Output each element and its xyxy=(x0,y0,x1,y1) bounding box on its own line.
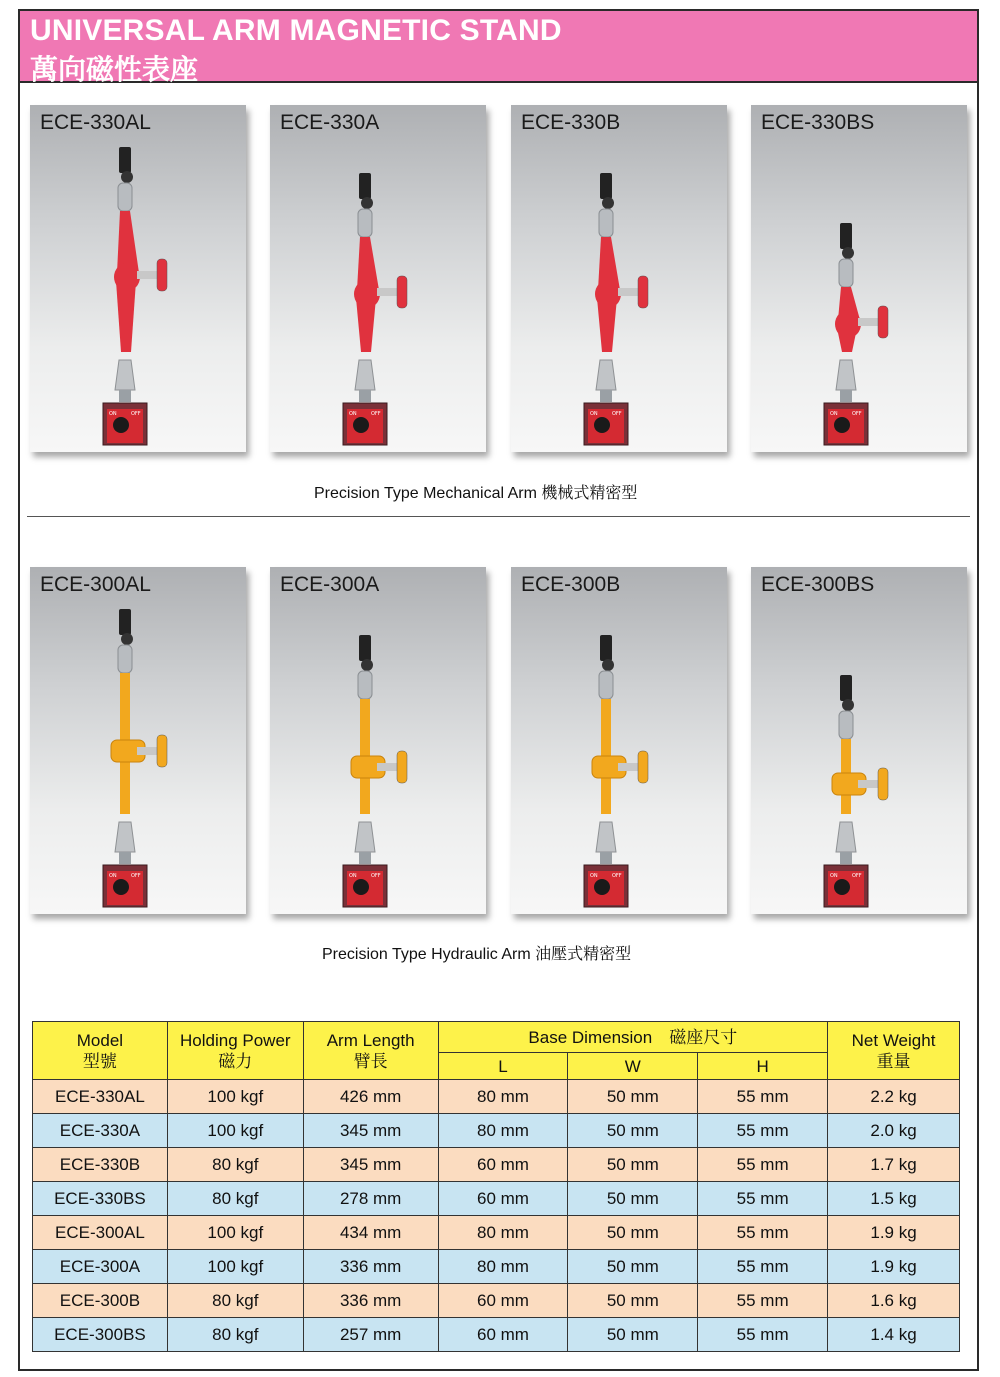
table-row xyxy=(33,1080,960,1114)
cell-model: ECE-330AL xyxy=(33,1080,168,1114)
cell-base-l: 60 mm xyxy=(438,1318,568,1352)
page-title-chinese: 萬向磁性表座 xyxy=(30,54,199,85)
product-model-label: ECE-330BS xyxy=(761,111,875,134)
product-card-ece-300al xyxy=(30,567,246,914)
column-header-h: H xyxy=(698,1053,828,1080)
cell-arm-length: 434 mm xyxy=(303,1216,438,1250)
magnetic-stand-illustration xyxy=(270,567,486,914)
magnetic-stand-illustration xyxy=(751,567,967,914)
product-model-label: ECE-330B xyxy=(521,111,621,134)
table-row xyxy=(33,1148,960,1182)
table-row xyxy=(33,1284,960,1318)
header-arm-length-en: Arm Length xyxy=(326,1030,415,1050)
product-card-ece-300a xyxy=(270,567,486,914)
svg-text:ON: ON xyxy=(590,411,598,417)
column-header-net-weight xyxy=(828,1022,960,1080)
magnetic-stand-illustration xyxy=(30,567,246,914)
product-card-ece-330al xyxy=(30,105,246,452)
header-holding-power-en: Holding Power xyxy=(180,1030,291,1050)
column-header-arm-length xyxy=(303,1022,438,1080)
cell-model: ECE-300A xyxy=(33,1250,168,1284)
cell-base-l: 60 mm xyxy=(438,1284,568,1318)
column-header-model xyxy=(33,1022,168,1080)
mechanical-arm-caption: Precision Type Mechanical Arm 機械式精密型 xyxy=(314,485,638,502)
product-model-label: ECE-300A xyxy=(280,573,380,596)
cell-holding-power: 80 kgf xyxy=(167,1148,303,1182)
svg-text:OFF: OFF xyxy=(852,411,862,417)
cell-net-weight: 2.2 kg xyxy=(828,1080,960,1114)
svg-text:ON: ON xyxy=(349,873,357,879)
cell-base-w: 50 mm xyxy=(568,1182,698,1216)
svg-text:OFF: OFF xyxy=(852,873,862,879)
cell-holding-power: 80 kgf xyxy=(167,1182,303,1216)
section-divider xyxy=(27,516,970,517)
hydraulic-arm-caption: Precision Type Hydraulic Arm 油壓式精密型 xyxy=(322,946,632,963)
svg-text:OFF: OFF xyxy=(131,411,141,417)
product-card-ece-330b xyxy=(511,105,727,452)
product-model-label: ECE-300B xyxy=(521,573,621,596)
magnetic-stand-illustration xyxy=(511,567,727,914)
header-model-zh: 型號 xyxy=(82,1051,117,1071)
header-arm-length-zh: 臂長 xyxy=(353,1051,388,1071)
cell-net-weight: 1.4 kg xyxy=(828,1318,960,1352)
svg-text:ON: ON xyxy=(109,873,117,879)
cell-net-weight: 1.5 kg xyxy=(828,1182,960,1216)
cell-base-l: 60 mm xyxy=(438,1182,568,1216)
cell-model: ECE-330B xyxy=(33,1148,168,1182)
table-row xyxy=(33,1216,960,1250)
svg-text:OFF: OFF xyxy=(612,873,622,879)
cell-holding-power: 100 kgf xyxy=(167,1114,303,1148)
cell-arm-length: 336 mm xyxy=(303,1250,438,1284)
cell-model: ECE-300BS xyxy=(33,1318,168,1352)
cell-arm-length: 426 mm xyxy=(303,1080,438,1114)
header-model-en: Model xyxy=(76,1030,124,1050)
cell-base-h: 55 mm xyxy=(698,1080,828,1114)
product-card-ece-300b xyxy=(511,567,727,914)
cell-holding-power: 100 kgf xyxy=(167,1216,303,1250)
cell-model: ECE-330BS xyxy=(33,1182,168,1216)
cell-model: ECE-330A xyxy=(33,1114,168,1148)
page-header xyxy=(20,11,977,83)
table-row xyxy=(33,1182,960,1216)
cell-base-h: 55 mm xyxy=(698,1182,828,1216)
cell-net-weight: 1.9 kg xyxy=(828,1250,960,1284)
page-title: UNIVERSAL ARM MAGNETIC STAND xyxy=(30,14,562,47)
product-model-label: ECE-300AL xyxy=(40,573,151,596)
cell-holding-power: 100 kgf xyxy=(167,1080,303,1114)
product-model-label: ECE-300BS xyxy=(761,573,875,596)
column-header-w: W xyxy=(568,1053,698,1080)
svg-text:OFF: OFF xyxy=(371,411,381,417)
cell-base-w: 50 mm xyxy=(568,1318,698,1352)
product-model-label: ECE-330A xyxy=(280,111,380,134)
cell-base-w: 50 mm xyxy=(568,1284,698,1318)
cell-base-l: 80 mm xyxy=(438,1216,568,1250)
cell-net-weight: 1.6 kg xyxy=(828,1284,960,1318)
cell-arm-length: 336 mm xyxy=(303,1284,438,1318)
magnetic-stand-illustration xyxy=(30,105,246,452)
product-card-ece-300bs xyxy=(751,567,967,914)
svg-text:ON: ON xyxy=(590,873,598,879)
table-row xyxy=(33,1318,960,1352)
header-holding-power-zh: 磁力 xyxy=(218,1051,253,1071)
table-row xyxy=(33,1250,960,1284)
cell-base-h: 55 mm xyxy=(698,1114,828,1148)
cell-base-l: 80 mm xyxy=(438,1114,568,1148)
cell-arm-length: 345 mm xyxy=(303,1114,438,1148)
cell-base-w: 50 mm xyxy=(568,1080,698,1114)
column-header-l: L xyxy=(438,1053,568,1080)
cell-holding-power: 80 kgf xyxy=(167,1318,303,1352)
cell-base-h: 55 mm xyxy=(698,1148,828,1182)
cell-net-weight: 2.0 kg xyxy=(828,1114,960,1148)
column-header-holding-power xyxy=(167,1022,303,1080)
column-header-base-dimension: Base Dimension 磁座尺寸 xyxy=(438,1022,827,1053)
cell-base-h: 55 mm xyxy=(698,1284,828,1318)
cell-arm-length: 345 mm xyxy=(303,1148,438,1182)
cell-base-l: 80 mm xyxy=(438,1250,568,1284)
svg-text:OFF: OFF xyxy=(371,873,381,879)
cell-holding-power: 100 kgf xyxy=(167,1250,303,1284)
cell-holding-power: 80 kgf xyxy=(167,1284,303,1318)
product-model-label: ECE-330AL xyxy=(40,111,151,134)
specification-table xyxy=(32,1021,960,1352)
cell-base-h: 55 mm xyxy=(698,1250,828,1284)
svg-text:ON: ON xyxy=(830,411,838,417)
magnetic-stand-illustration xyxy=(751,105,967,452)
magnetic-stand-illustration xyxy=(511,105,727,452)
header-net-weight-en: Net Weight xyxy=(851,1030,936,1050)
cell-net-weight: 1.9 kg xyxy=(828,1216,960,1250)
cell-base-w: 50 mm xyxy=(568,1250,698,1284)
product-card-ece-330bs xyxy=(751,105,967,452)
cell-arm-length: 257 mm xyxy=(303,1318,438,1352)
svg-text:ON: ON xyxy=(349,411,357,417)
cell-base-w: 50 mm xyxy=(568,1148,698,1182)
cell-base-w: 50 mm xyxy=(568,1216,698,1250)
cell-arm-length: 278 mm xyxy=(303,1182,438,1216)
cell-base-l: 80 mm xyxy=(438,1080,568,1114)
cell-base-l: 60 mm xyxy=(438,1148,568,1182)
cell-model: ECE-300AL xyxy=(33,1216,168,1250)
svg-text:OFF: OFF xyxy=(612,411,622,417)
svg-text:ON: ON xyxy=(830,873,838,879)
magnetic-stand-illustration xyxy=(270,105,486,452)
cell-net-weight: 1.7 kg xyxy=(828,1148,960,1182)
cell-base-w: 50 mm xyxy=(568,1114,698,1148)
table-row xyxy=(33,1114,960,1148)
cell-model: ECE-300B xyxy=(33,1284,168,1318)
cell-base-h: 55 mm xyxy=(698,1216,828,1250)
header-net-weight-zh: 重量 xyxy=(876,1051,911,1071)
svg-text:OFF: OFF xyxy=(131,873,141,879)
cell-base-h: 55 mm xyxy=(698,1318,828,1352)
product-card-ece-330a xyxy=(270,105,486,452)
svg-text:ON: ON xyxy=(109,411,117,417)
